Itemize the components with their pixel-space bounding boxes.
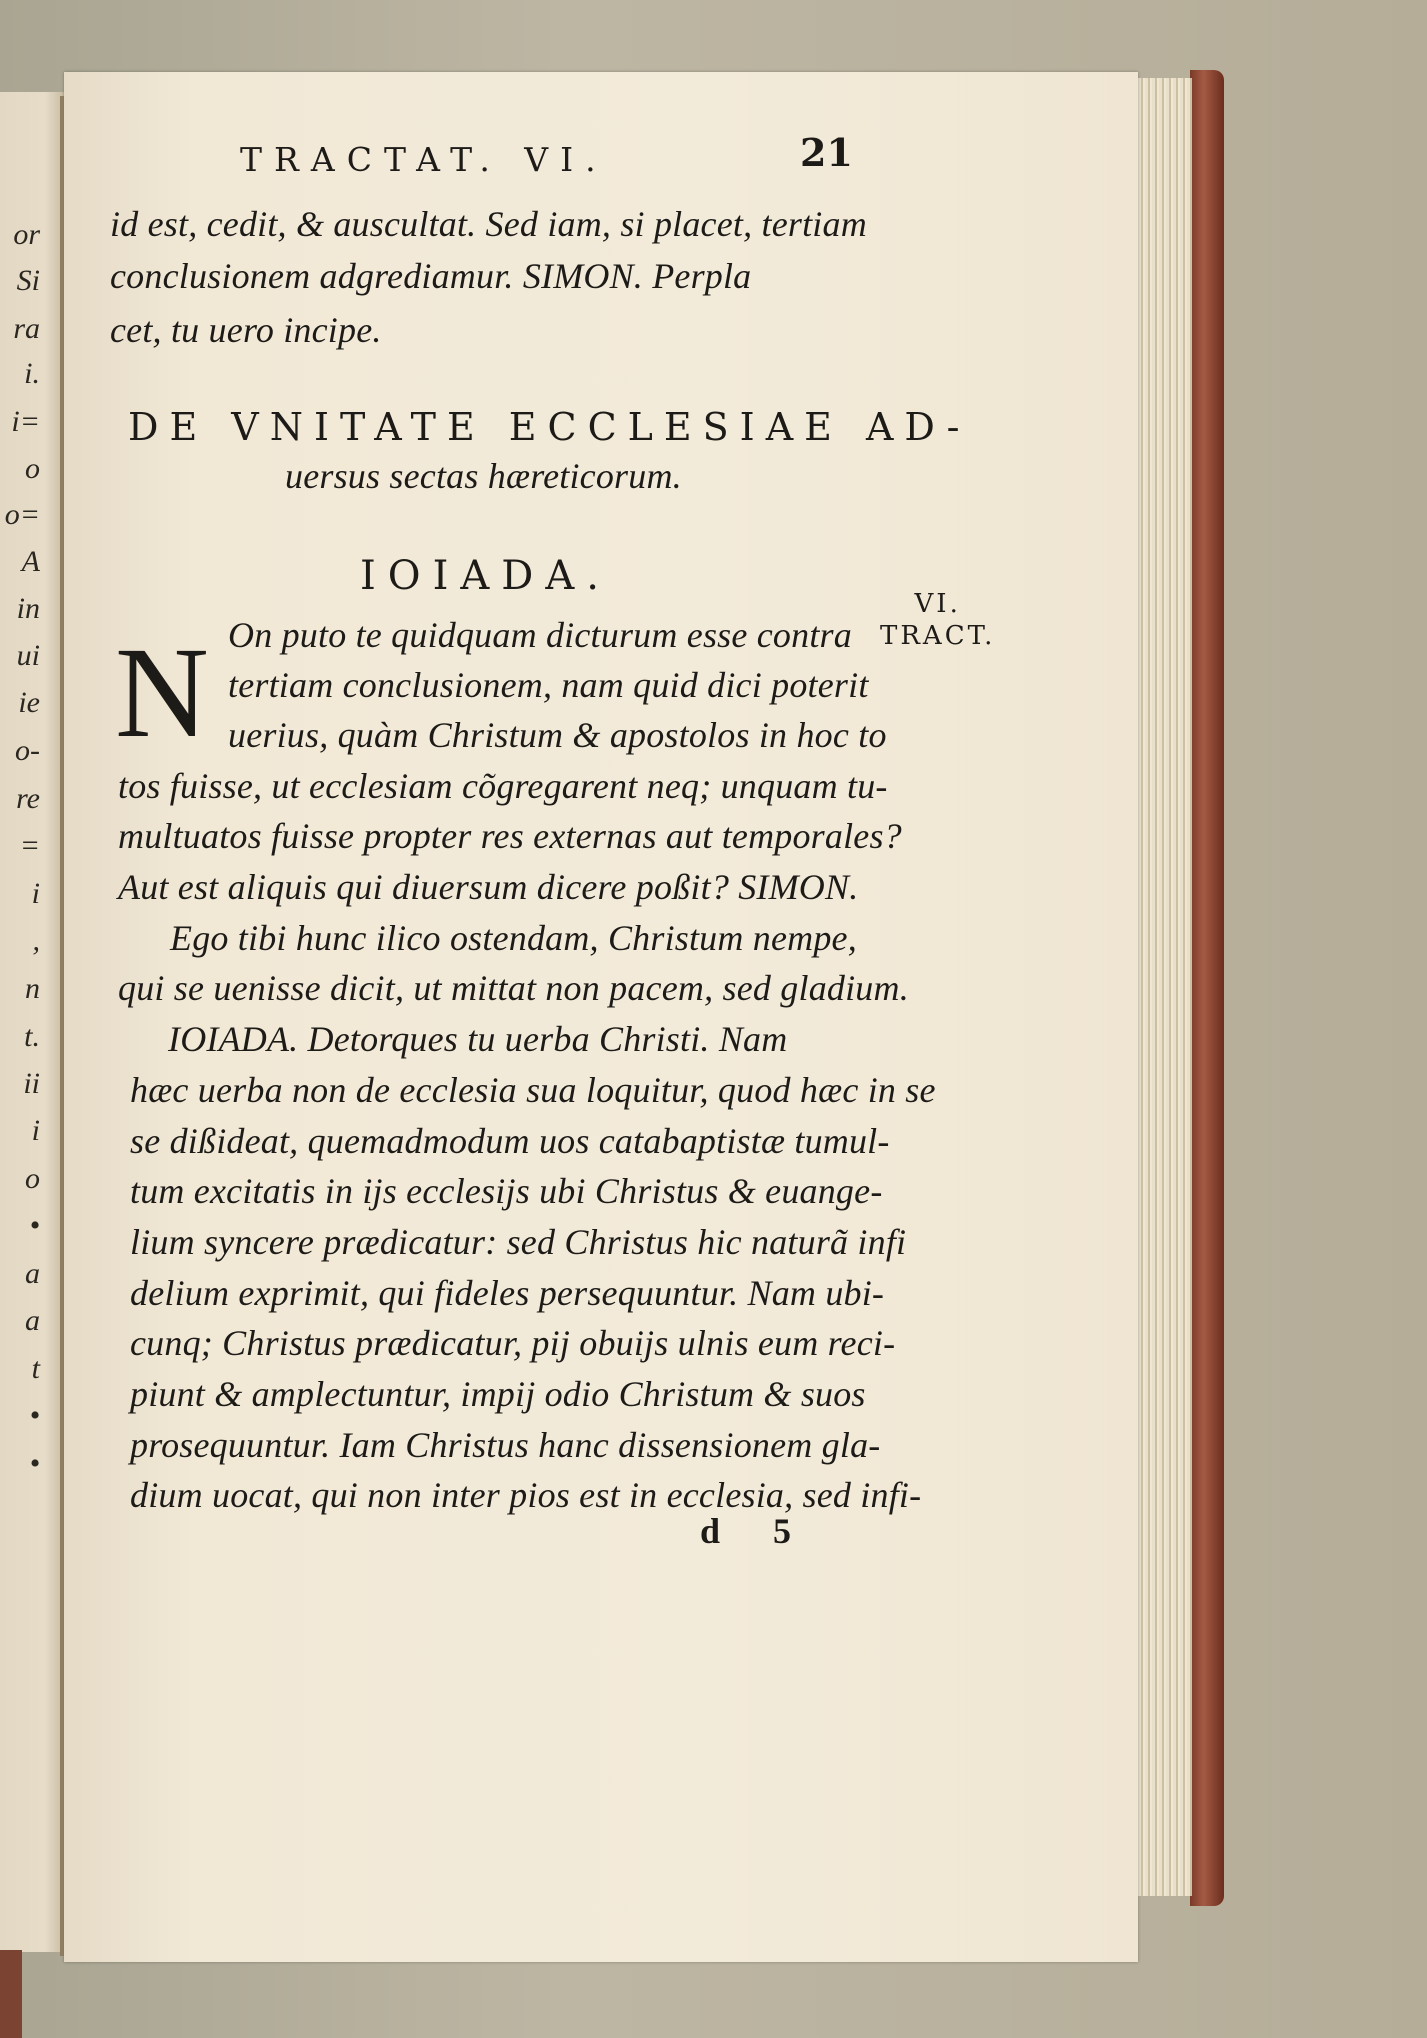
text-line: hæc uerba non de ecclesia sua loquitur, quod hæc in se [130,1070,936,1110]
text-line: dium uocat, qui non inter pios est in ecclesia, sed infi- [130,1475,922,1515]
left-page-fragment: , [32,924,40,957]
text-line: lium syncere prædicatur: sed Christus hic naturã infi [130,1222,907,1262]
text-line: conclusionem adgrediamur. SIMON. Perpla [110,256,752,296]
text-line: se dißideat, quemadmodum uos catabaptistæ tumul- [130,1121,890,1161]
text-line: tos fuisse, ut ecclesiam cõgregarent neq; unquam tu- [118,766,888,806]
chapter-heading-continuation: uersus sectas hæreticorum. [285,456,682,496]
text-line: delium exprimit, qui fideles persequuntur. Nam ubi- [130,1273,885,1313]
left-page-fragment: • [29,1399,40,1432]
book-page [64,72,1138,1962]
left-page-fragment: o= [4,498,40,531]
drop-cap: N [115,621,209,765]
marginal-note-line: VI. [914,589,961,619]
text-line: tum excitatis in ijs ecclesijs ubi Christus & euange- [130,1171,883,1211]
book-cover-edge [1190,70,1224,1906]
text-line: uerius, quàm Christum & apostolos in hoc to [228,715,887,755]
text-line: piunt & amplectuntur, impij odio Christum & suos [130,1374,866,1414]
left-page-fragment: o [25,1162,40,1195]
left-page-fragment: = [19,829,40,862]
chapter-heading: DE VNITATE ECCLESIAE AD- [128,405,971,449]
text-line: qui se uenisse dicit, ut mittat non pacem, sed gladium. [118,968,909,1008]
text-line: IOIADA. Detorques tu uerba Christi. Nam [168,1019,788,1059]
left-page-fragment: ui [16,639,40,672]
page-number: 21 [800,130,853,175]
left-page-fragment: o [25,452,40,485]
left-page-fragment: ra [13,312,40,345]
marginal-note-line: TRACT. [880,621,996,651]
left-page-fragment: i [31,1114,40,1147]
text-line: cunq; Christus prædicatur, pij obuijs ulnis eum reci- [130,1323,896,1363]
left-page-fragment: t [31,1352,40,1385]
running-head: TRACTAT. VI. [240,140,608,179]
left-page-fragment: ie [18,686,40,719]
text-line: id est, cedit, & auscultat. Sed iam, si placet, tertiam [110,204,867,244]
speaker-heading: IOIADA. [360,553,611,599]
text-line: prosequuntur. Iam Christus hanc dissensionem gla- [130,1425,881,1465]
left-page-fragment: o- [15,734,40,767]
marginal-note [880,588,995,652]
left-page-fragment: i [31,877,40,910]
left-page-fragment: Si [16,264,40,297]
left-page-fragment: a [25,1257,40,1290]
left-page-fragment: • [29,1209,40,1242]
left-page-fragment: in [16,592,40,625]
left-page-fragment: re [16,782,40,815]
left-page-fragment: t. [24,1020,40,1053]
text-line: multuatos fuisse propter res externas aut temporales? [118,816,902,856]
left-page-fragment: or [13,218,40,251]
cover-corner [0,1950,22,2038]
page-fore-edge [1138,78,1192,1896]
text-line: Ego tibi hunc ilico ostendam, Christum nempe, [170,918,857,958]
left-page-fragment: n [25,972,40,1005]
text-line: cet, tu uero incipe. [110,310,382,350]
text-line: Aut est aliquis qui diuersum dicere poßit? SIMON. [118,867,859,907]
left-page-fragment: A [21,545,40,578]
left-page-fragment: i. [24,357,40,390]
text-line: tertiam conclusionem, nam quid dici poterit [228,665,869,705]
signature-mark: d 5 [700,1511,814,1551]
left-page-edge [0,92,66,1952]
text-line: On puto te quidquam dicturum esse contra [228,615,852,655]
left-page-fragment: ii [23,1067,40,1100]
left-page-fragment: a [25,1304,40,1337]
left-page-fragment: • [29,1447,40,1480]
left-page-fragment: i= [11,405,40,438]
